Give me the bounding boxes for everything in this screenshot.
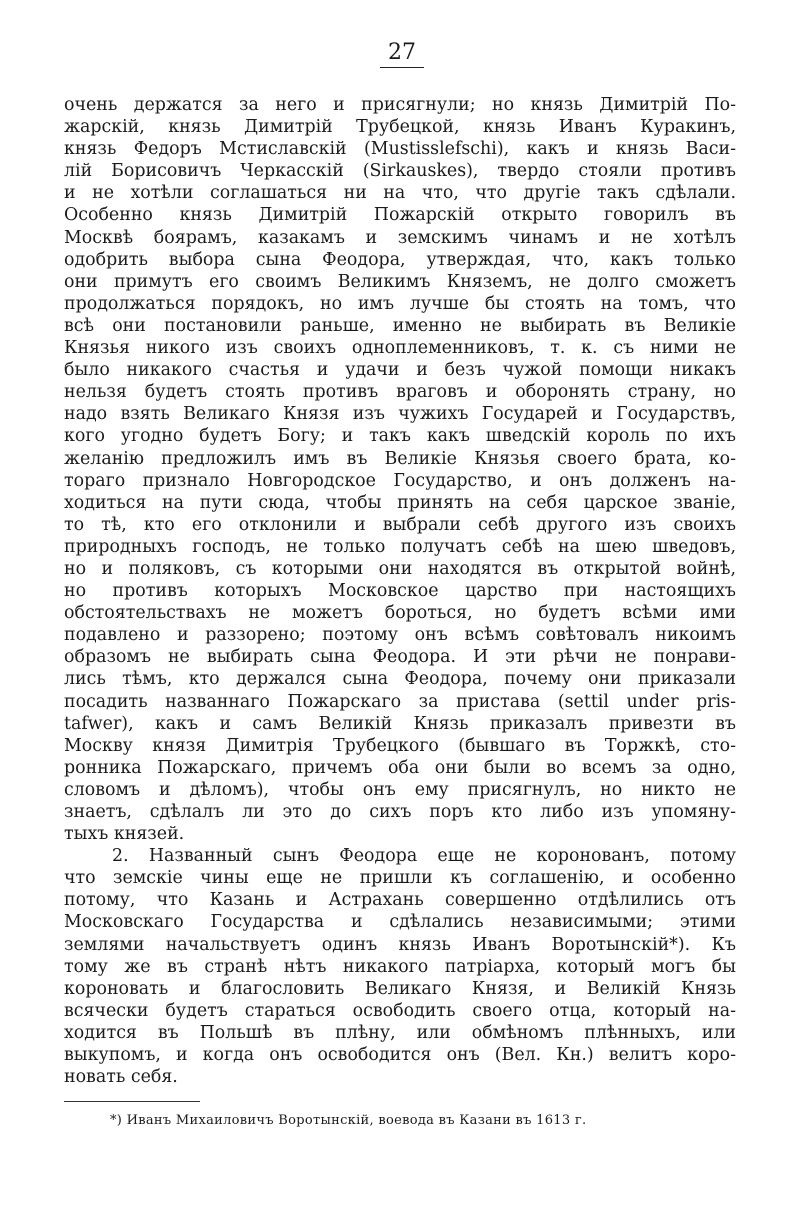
text-line: Особенно князь Димитрій Пожарскій открыто говорилъ въ bbox=[64, 205, 736, 226]
text-line: потому, что Казань и Астрахань совершенно отдѣлились отъ bbox=[64, 890, 736, 911]
footnote-divider bbox=[64, 1101, 200, 1102]
footnote: *) Иванъ Михаиловичъ Воротынскій, воевода въ Казани въ 1613 г. bbox=[110, 1113, 587, 1128]
text-line: что земскіе чины еще не пришли къ соглашенію, и особенно bbox=[64, 868, 736, 889]
text-line: всѣ они постановили раньше, именно не выбирать въ Великіе bbox=[64, 315, 736, 336]
text-line: Москву князя Димитрія Трубецкого (бывшаго въ Торжкѣ, сто- bbox=[64, 735, 736, 756]
page-number: 27 bbox=[380, 40, 424, 68]
text-line: землями начальствуетъ одинъ князь Иванъ Воротынскій*). Къ bbox=[64, 934, 736, 955]
text-line: словомъ и дѣломъ), чтобы онъ ему присягнулъ, но никто не bbox=[64, 779, 736, 800]
text-line: новать себя. bbox=[64, 1067, 178, 1088]
text-line: природныхъ господъ, не только получатъ себѣ на шею шведовъ, bbox=[64, 536, 736, 557]
text-line: желанію предложилъ имъ въ Великіе Князья своего брата, ко- bbox=[64, 448, 736, 469]
text-line: тораго признало Новгородское Государство, и онъ долженъ на- bbox=[64, 470, 736, 491]
text-line: Московскаго Государства и сдѣлались независимыми; этими bbox=[64, 912, 736, 933]
text-line: лись тѣмъ, кто держался сына Феодора, почему они приказали bbox=[64, 669, 736, 690]
text-line: одобрить выбора сына Феодора, утверждая, что, какъ только bbox=[64, 249, 736, 270]
text-line: то тѣ, кто его отклонили и выбрали себѣ другого изъ своихъ bbox=[64, 514, 736, 535]
text-line: князь Федоръ Мстиславскій (Mustisslefschi), какъ и князь Васи- bbox=[64, 139, 736, 160]
text-line: ходиться на пути сюда, чтобы принять на себя царское званіе, bbox=[64, 492, 736, 513]
text-line: знаетъ, сдѣлалъ ли это до сихъ поръ кто либо изъ упомяну- bbox=[64, 802, 736, 822]
paragraph-1 bbox=[64, 94, 736, 845]
text-line: тому же въ странѣ нѣтъ никакого патріарха, который могъ бы bbox=[64, 956, 736, 977]
text-line: tafwer), какъ и самъ Великій Князь приказалъ привезти въ bbox=[64, 713, 736, 734]
text-line: кого угодно будетъ Богу; и такъ какъ шведскій король по ихъ bbox=[64, 426, 736, 447]
text-line: образомъ не выбирать сына Феодора. И эти рѣчи не понрави- bbox=[64, 647, 736, 668]
text-line: посадить названнаго Пожарскаго за пристава (settil under pris- bbox=[64, 691, 736, 712]
text-line: очень держатся за него и присягнули; но князь Димитрій По- bbox=[64, 95, 736, 115]
text-line: нельзя будетъ стоять противъ враговъ и оборонять страну, но bbox=[64, 382, 736, 403]
text-line: обстоятельствахъ не можетъ бороться, но будетъ всѣми ими bbox=[64, 603, 736, 624]
text-line: они примутъ его своимъ Великимъ Княземъ, не долго сможетъ bbox=[64, 271, 736, 292]
text-line: подавлено и раззорено; поэтому онъ всѣмъ совѣтовалъ никоимъ bbox=[64, 625, 736, 646]
text-line: ходится въ Польшѣ въ плѣну, или обмѣномъ плѣнныхъ, или bbox=[64, 1022, 736, 1043]
text-line: тыхъ князей. bbox=[64, 824, 185, 845]
text-line: но противъ которыхъ Московское царство при настоящихъ bbox=[64, 581, 736, 602]
text-line: Москвѣ боярамъ, казакамъ и земскимъ чинамъ и не хотѣлъ bbox=[64, 227, 736, 248]
text-line: всячески будетъ стараться освободить своего отца, который на- bbox=[64, 1000, 736, 1021]
text-line: было никакого счастья и удачи и безъ чужой помощи никакъ bbox=[64, 360, 736, 381]
text-line: но и поляковъ, съ которыми они находятся въ открытой войнѣ, bbox=[64, 558, 736, 579]
text-line: продолжаться порядокъ, но имъ лучше бы стоять на томъ, что bbox=[64, 293, 736, 314]
text-line: и не хотѣли соглашаться ни на что, что другіе такъ сдѣлали. bbox=[64, 183, 736, 204]
text-line: выкупомъ, и когда онъ освободится онъ (Вел. Кн.) велитъ коро- bbox=[64, 1045, 736, 1066]
text-line: Князья никого изъ своихъ одноплеменниковъ, т. к. съ ними не bbox=[64, 338, 736, 359]
text-line: жарскій, князь Димитрій Трубецкой, князь Иванъ Куракинъ, bbox=[64, 117, 736, 138]
text-line: короновать и благословить Великаго Князя, и Великій Князь bbox=[64, 978, 736, 999]
paragraph-2 bbox=[64, 845, 736, 1088]
text-line: ронника Пожарскаго, причемъ оба они были во всемъ за одно, bbox=[64, 757, 736, 778]
text-line: лій Борисовичъ Черкасскій (Sirkauskes), твердо стояли противъ bbox=[64, 161, 736, 182]
text-line: надо взять Великаго Князя изъ чужихъ Государей и Государствъ, bbox=[64, 404, 736, 425]
text-line: 2. Названный сынъ Феодора еще не коронованъ, потому bbox=[112, 846, 736, 867]
body-text bbox=[64, 94, 736, 1088]
